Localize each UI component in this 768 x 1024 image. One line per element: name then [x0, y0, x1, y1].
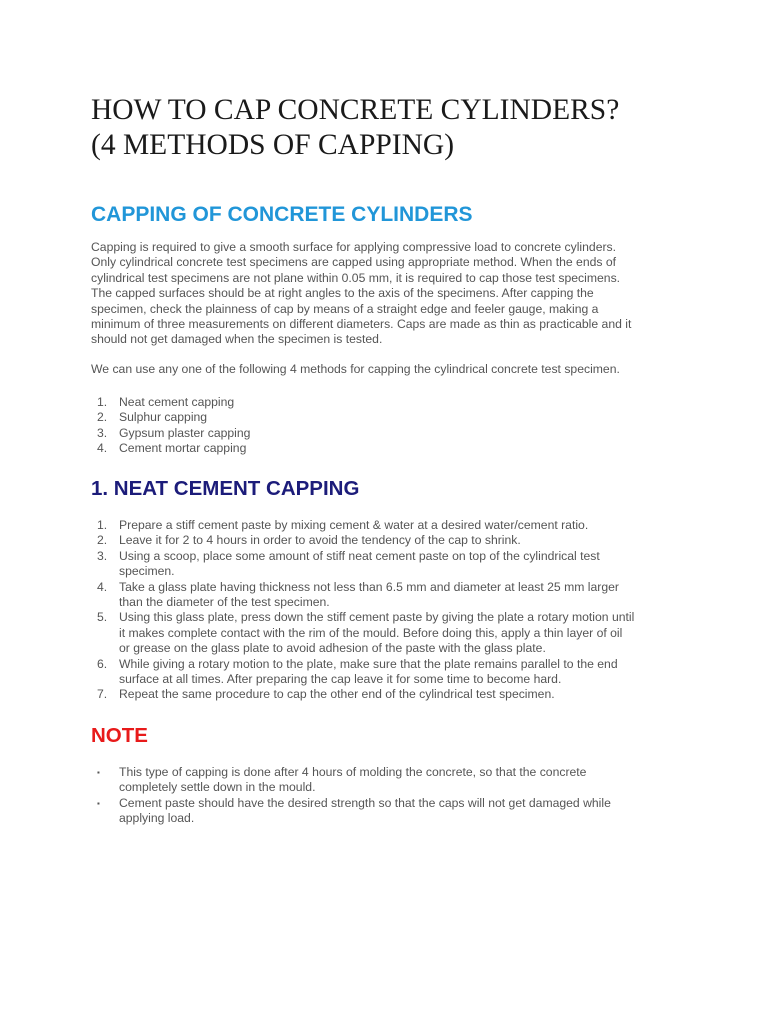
list-item-text: it makes complete contact with the rim of the mould. Before doing this, apply a thin layer of oil [119, 625, 623, 640]
section-heading-neat-cement: 1. NEAT CEMENT CAPPING [91, 477, 360, 500]
steps-list [91, 518, 634, 703]
list-item-text: applying load. [119, 811, 195, 826]
list-item-text: or grease on the glass plate to avoid adhesion of the paste with the glass plate. [119, 641, 546, 656]
list-number: 3. [97, 425, 108, 440]
list-number: 4. [97, 579, 108, 594]
page-title-line: HOW TO CAP CONCRETE CYLINDERS? [91, 94, 620, 126]
list-item [91, 518, 634, 533]
list-number: 1. [97, 518, 108, 532]
list-item-text: Repeat the same procedure to cap the other end of the cylindrical test specimen. [119, 687, 555, 702]
methods-list [91, 395, 250, 457]
list-item-text: Prepare a stiff cement paste by mixing cement & water at a desired water/cement ratio. [119, 518, 589, 532]
list-item-text: specimen. [119, 564, 175, 579]
list-number: 5. [97, 610, 108, 625]
list-number: 7. [97, 687, 108, 702]
list-item [91, 410, 250, 425]
paragraph-line: should not get damaged when the specimen is tested. [91, 332, 383, 347]
bullet-icon: ▪ [97, 798, 100, 808]
page-title-line: (4 METHODS OF CAPPING) [91, 129, 455, 161]
list-item-text: Using this glass plate, press down the stiff cement paste by giving the plate a rotary motion until [119, 610, 635, 625]
paragraph-line: minimum of three measurements on different diameters. Caps are made as thin as practicable and it [91, 317, 632, 332]
list-item [91, 796, 611, 827]
notes-list [91, 765, 611, 827]
list-item-text: completely settle down in the mould. [119, 780, 316, 795]
list-item [91, 395, 250, 410]
intro-paragraph [91, 240, 686, 348]
section-heading-capping: CAPPING OF CONCRETE CYLINDERS [91, 203, 473, 226]
list-item-text: This type of capping is done after 4 hours of molding the concrete, so that the concrete [119, 765, 587, 779]
list-item-text: than the diameter of the test specimen. [119, 595, 330, 610]
list-item-text: surface at all times. After preparing the cap leave it for some time to become hard. [119, 672, 562, 687]
paragraph-line: We can use any one of the following 4 methods for capping the cylindrical concrete test specimen. [91, 362, 620, 376]
paragraph-line: Capping is required to give a smooth surface for applying compressive load to concrete cylinders. [91, 240, 617, 254]
list-item [91, 580, 634, 611]
list-item-text: Using a scoop, place some amount of stiff neat cement paste on top of the cylindrical test [119, 548, 600, 563]
list-item [91, 657, 634, 688]
list-number: 1. [97, 395, 108, 409]
list-item [91, 426, 250, 441]
paragraph-line: cylindrical test specimens are not plane within 0.05 mm, it is required to cap those test specimens. [91, 270, 621, 285]
paragraph-line: Only cylindrical concrete test specimens are capped using appropriate method. When the ends of [91, 255, 617, 270]
list-item-text: Gypsum plaster capping [119, 425, 251, 440]
list-item-text: Take a glass plate having thickness not less than 6.5 mm and diameter at least 25 mm larger [119, 579, 619, 594]
list-item [91, 610, 634, 656]
list-item-text: Sulphur capping [119, 410, 208, 425]
list-item-text: While giving a rotary motion to the plate, make sure that the plate remains parallel to the end [119, 656, 618, 671]
list-number: 2. [97, 533, 108, 548]
list-number: 4. [97, 441, 108, 456]
list-item-text: Cement mortar capping [119, 441, 247, 456]
page-title [91, 93, 691, 163]
list-number: 2. [97, 410, 108, 425]
paragraph-line: specimen, check the plainness of cap by means of a straight edge and feeler gauge, making a [91, 301, 599, 316]
list-item [91, 549, 634, 580]
list-item-text: Cement paste should have the desired strength so that the caps will not get damaged while [119, 795, 611, 810]
paragraph-line: The capped surfaces should be at right angles to the axis of the specimens. After capping the [91, 286, 594, 301]
section-heading-note: NOTE [91, 724, 148, 747]
list-item [91, 765, 611, 796]
methods-intro-paragraph [91, 362, 686, 377]
list-item [91, 533, 634, 548]
list-number: 6. [97, 656, 108, 671]
bullet-icon: ▪ [97, 768, 100, 777]
list-item-text: Neat cement capping [119, 395, 235, 409]
list-item-text: Leave it for 2 to 4 hours in order to avoid the tendency of the cap to shrink. [119, 533, 521, 548]
list-number: 3. [97, 548, 108, 563]
list-item [91, 687, 634, 702]
list-item [91, 441, 250, 456]
